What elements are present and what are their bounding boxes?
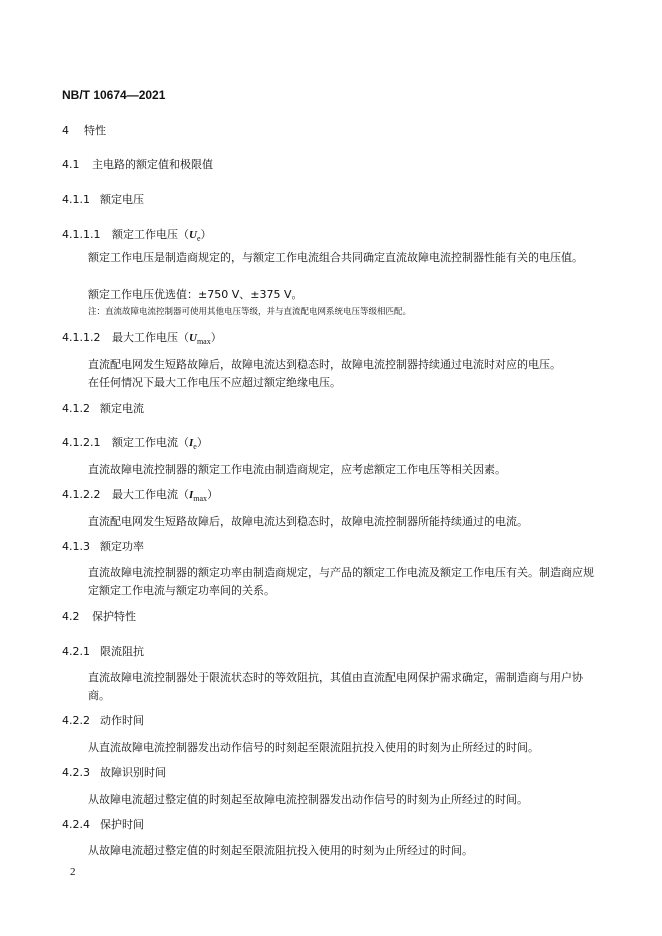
section-title: 额定工作电流（ [112, 436, 189, 449]
standard-code: NB/T 10674—2021 [62, 88, 166, 102]
section-title: 额定功率 [100, 540, 144, 553]
paragraph: 在任何情况下最大工作电压不应超过额定绝缘电压。 [88, 376, 341, 389]
section-title: 动作时间 [100, 714, 144, 727]
title-close-paren: ） [196, 436, 208, 449]
heading-4-2-2 [62, 714, 144, 728]
heading-4-1-1 [62, 193, 144, 207]
section-number: 4.1.2.1 [62, 436, 101, 449]
symbol-subscript: max [193, 494, 208, 503]
heading-4 [62, 124, 106, 138]
section-number: 4.2.4 [62, 818, 90, 831]
section-number: 4.2 [62, 610, 80, 623]
paragraph: 从直流故障电流控制器发出动作信号的时刻起至限流阻抗投入使用的时刻为止所经过的时间。 [88, 741, 539, 754]
note: 注：直流故障电流控制器可使用其他电压等级，并与直流配电网系统电压等级相匹配。 [88, 307, 412, 317]
paragraph: 额定工作电压优选值：±750 V、±375 V。 [88, 288, 303, 301]
section-number: 4 [62, 124, 69, 137]
voltage-symbol: U [189, 229, 197, 241]
heading-4-1-2-2 [62, 488, 218, 506]
section-title: 故障识别时间 [100, 766, 166, 779]
heading-4-1-2 [62, 402, 144, 416]
heading-4-2-1 [62, 645, 144, 659]
symbol-subscript: max [196, 337, 211, 346]
title-close-paren: ） [207, 488, 219, 501]
paragraph: 直流故障电流控制器的额定工作电流由制造商规定，应考虑额定工作电压等相关因素。 [88, 463, 506, 476]
section-title: 最大工作电压（ [112, 331, 189, 344]
section-title: 限流阻抗 [100, 645, 144, 658]
section-title: 额定工作电压（ [112, 228, 189, 241]
heading-4-2-4 [62, 818, 144, 832]
section-number: 4.1.1.1 [62, 228, 101, 241]
heading-4-1-1-2 [62, 331, 222, 349]
current-symbol: I [189, 437, 194, 449]
section-title: 额定电流 [100, 402, 144, 415]
section-title: 主电路的额定值和极限值 [92, 158, 213, 171]
heading-4-1-2-1 [62, 436, 208, 454]
section-number: 4.1 [62, 158, 80, 171]
section-number: 4.2.3 [62, 766, 90, 779]
section-title: 保护特性 [92, 610, 136, 623]
paragraph: 从故障电流超过整定值的时刻起至限流阻抗投入使用的时刻为止所经过的时间。 [88, 844, 473, 857]
symbol-subscript: e [196, 234, 201, 243]
paragraph: 额定工作电压是制造商规定的，与额定工作电流组合共同确定直流故障电流控制器性能有关的电压值。 [88, 251, 583, 264]
paragraph: 直流故障电流控制器处于限流状态时的等效阻抗，其值由直流配电网保护需求确定，需制造商与用户协商。 [88, 671, 583, 702]
heading-4-1 [62, 158, 213, 172]
current-symbol: I [189, 489, 194, 501]
section-title: 最大工作电流（ [112, 488, 189, 501]
section-number: 4.2.1 [62, 645, 90, 658]
title-close-paren: ） [200, 228, 212, 241]
heading-4-2 [62, 610, 136, 624]
section-number: 4.1.3 [62, 540, 90, 553]
section-title: 额定电压 [100, 193, 144, 206]
voltage-symbol: U [189, 332, 197, 344]
paragraph: 直流配电网发生短路故障后，故障电流达到稳态时，故障电流控制器持续通过电流时对应的电压。 [88, 358, 561, 371]
section-number: 4.1.2 [62, 402, 90, 415]
paragraph: 从故障电流超过整定值的时刻起至故障电流控制器发出动作信号的时刻为止所经过的时间。 [88, 793, 528, 806]
heading-4-1-3 [62, 540, 144, 554]
title-close-paren: ） [210, 331, 222, 344]
symbol-subscript: e [193, 442, 197, 451]
section-number: 4.1.1 [62, 193, 90, 206]
paragraph: 直流配电网发生短路故障后，故障电流达到稳态时，故障电流控制器所能持续通过的电流。 [88, 515, 528, 528]
heading-4-2-3 [62, 766, 166, 780]
paragraph: 直流故障电流控制器的额定功率由制造商规定，与产品的额定工作电流及额定工作电压有关。制造商应规定额定工作电流与额定功率间的关系。 [88, 566, 594, 597]
section-title: 特性 [84, 124, 106, 137]
page-number: 2 [70, 866, 76, 878]
heading-4-1-1-1 [62, 228, 212, 246]
section-title: 保护时间 [100, 818, 144, 831]
section-number: 4.1.1.2 [62, 331, 101, 344]
section-number: 4.1.2.2 [62, 488, 101, 501]
section-number: 4.2.2 [62, 714, 90, 727]
